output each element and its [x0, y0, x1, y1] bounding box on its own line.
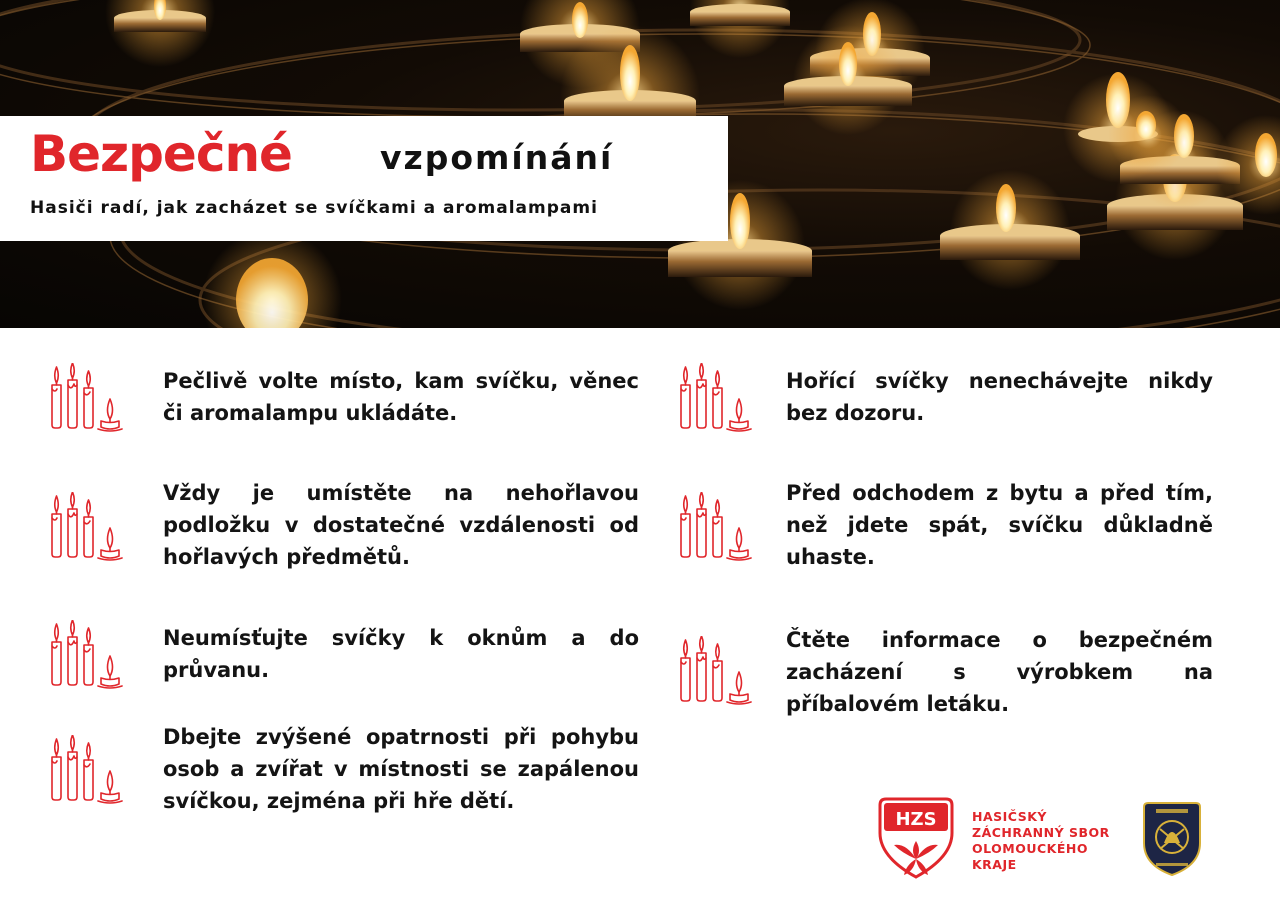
tip-read-leaflet: Čtěte informace o bezpečném zacházení s výrobkem na příbalovém letáku. [786, 628, 1213, 716]
candles-icon [48, 735, 124, 805]
candles-icon [677, 363, 753, 433]
hzs-logo [876, 795, 956, 881]
candles-icon [48, 363, 124, 433]
tip-caution-movement: Dbejte zvýšené opatrnosti při pohybu osob a zvířat v místnosti se zapálenou svíčkou, zejména při hře dětí. [163, 725, 639, 813]
hzs-logo-text: HZS [895, 809, 937, 830]
org-line: KRAJE [972, 857, 1017, 872]
tip-placement: Pečlivě volte místo, kam svíčku, věnec či aromalampu ukládáte. [163, 369, 639, 425]
tip-nonflammable-base: Vždy je umístěte na nehořlavou podložku v dostatečné vzdálenosti od hořlavých předmětů. [163, 481, 639, 569]
candles-icon [677, 636, 753, 706]
tip-windows-draught: Neumísťujte svíčky k oknům a do průvanu. [163, 626, 639, 682]
page-title-rest: vzpomínání [380, 138, 614, 177]
fire-rescue-seal-emblem [1142, 799, 1202, 877]
tip-extinguish: Před odchodem z bytu a před tím, než jdete spát, svíčku důkladně uhaste. [786, 481, 1213, 569]
page-subtitle: Hasiči radí, jak zacházet se svíčkami a aromalampami [30, 198, 598, 218]
organization-name [972, 809, 1110, 873]
tip-no-unattended: Hořící svíčky nenechávejte nikdy bez dozoru. [786, 369, 1213, 425]
org-line: HASIČSKÝ [972, 809, 1047, 824]
candles-icon [48, 620, 124, 690]
page-title-highlight: Bezpečné [30, 125, 292, 183]
org-line: OLOMOUCKÉHO [972, 841, 1088, 856]
org-line: ZÁCHRANNÝ SBOR [972, 825, 1110, 840]
candles-icon [48, 492, 124, 562]
candles-icon [677, 492, 753, 562]
